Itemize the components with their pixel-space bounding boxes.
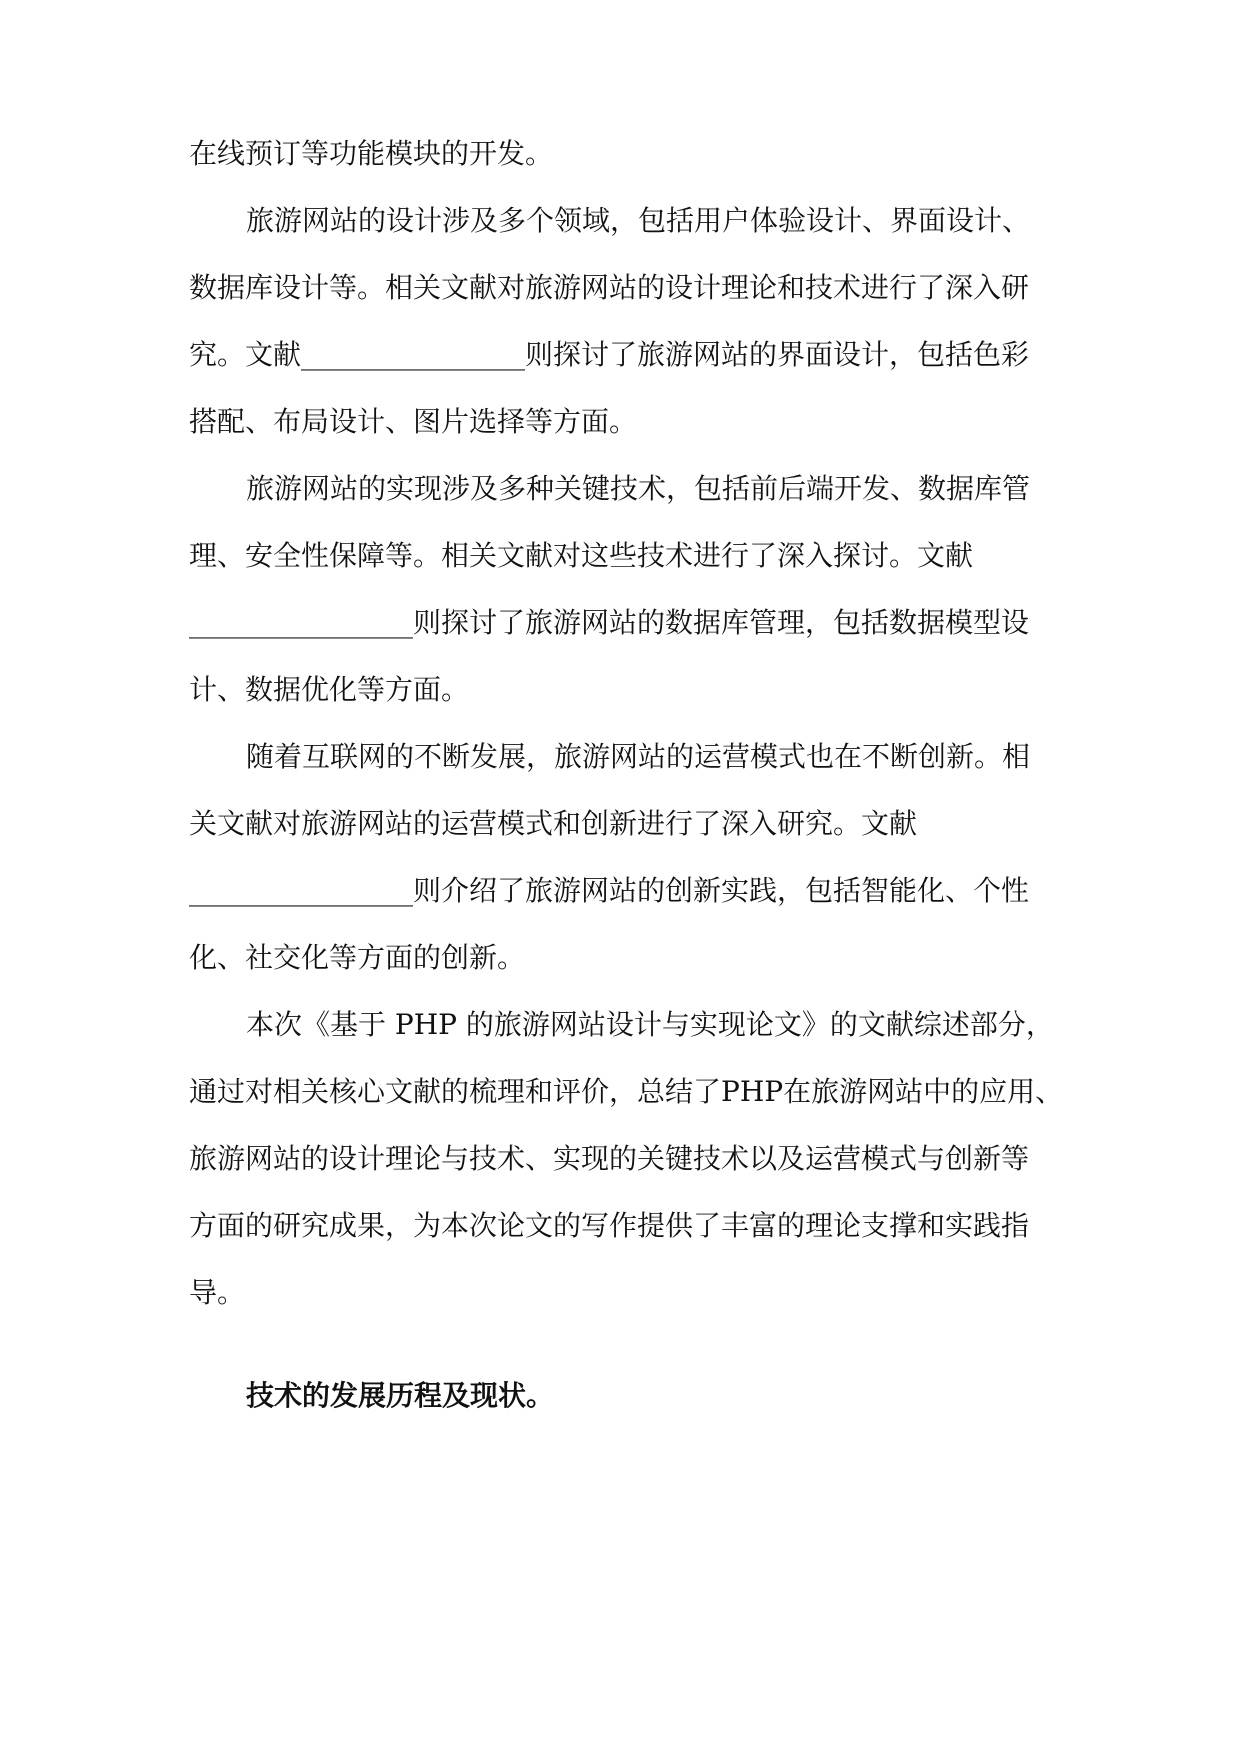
paragraph-4-line-3: ________________则介绍了旅游网站的创新实践，包括智能化、个性 [189, 874, 1030, 907]
section-heading: 技术的发展历程及现状。 [246, 1379, 555, 1412]
paragraph-5-line-1: 本次《基于 PHP 的旅游网站设计与实现论文》的文献综述部分， [246, 1008, 1054, 1041]
paragraph-5-line-5: 导。 [189, 1276, 246, 1309]
paragraph-3-line-1: 旅游网站的实现涉及多种关键技术，包括前后端开发、数据库管 [246, 472, 1031, 505]
paragraph-5-line-3: 旅游网站的设计理论与技术、实现的关键技术以及运营模式与创新等 [189, 1142, 1030, 1175]
paragraph-3-line-2: 理、安全性保障等。相关文献对这些技术进行了深入探讨。文献 [189, 539, 974, 572]
paragraph-5-line-2: 通过对相关核心文献的梳理和评价，总结了PHP在旅游网站中的应用、 [189, 1075, 1064, 1108]
paragraph-4-line-2: 关文献对旅游网站的运营模式和创新进行了深入研究。文献 [189, 807, 918, 840]
paragraph-4-line-4: 化、社交化等方面的创新。 [189, 941, 526, 974]
paragraph-2-line-1: 旅游网站的设计涉及多个领域，包括用户体验设计、界面设计、 [246, 204, 1031, 237]
paragraph-3-line-4: 计、数据优化等方面。 [189, 673, 470, 706]
paragraph-5-line-4: 方面的研究成果，为本次论文的写作提供了丰富的理论支撑和实践指 [189, 1209, 1030, 1242]
paragraph-2-line-4: 搭配、布局设计、图片选择等方面。 [189, 405, 638, 438]
paragraph-4-line-1: 随着互联网的不断发展，旅游网站的运营模式也在不断创新。相 [246, 740, 1031, 773]
paragraph-2-line-3: 究。文献________________则探讨了旅游网站的界面设计，包括色彩 [189, 338, 1030, 371]
paragraph-2-line-2: 数据库设计等。相关文献对旅游网站的设计理论和技术进行了深入研 [189, 271, 1030, 304]
paragraph-3-line-3: ________________则探讨了旅游网站的数据库管理，包括数据模型设 [189, 606, 1030, 639]
paragraph-1-line-1: 在线预订等功能模块的开发。 [189, 137, 554, 170]
